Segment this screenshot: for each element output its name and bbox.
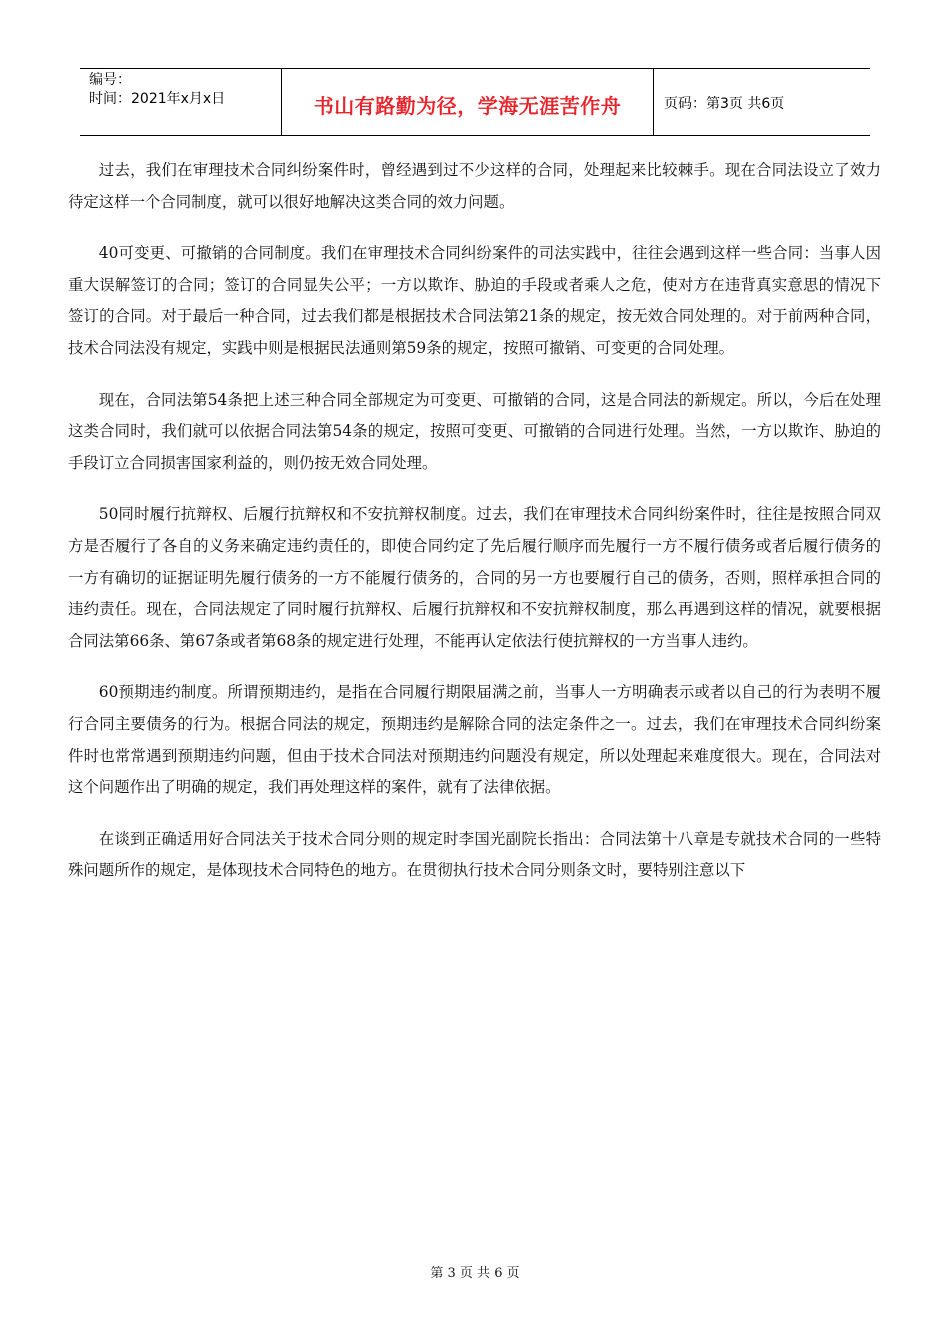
document-number-label: 编号： <box>89 72 131 88</box>
paragraph-2: 40可变更、可撤销的合同制度。我们在审理技术合同纠纷案件的司法实践中，往往会遇到这样一些合同：当事人因重大误解签订的合同；签订的合同显失公平；一方以欺诈、胁迫的手段或者乘人之危，使对方在违背真实意思的情况下签订的合同。对于最后一种合同，过去我们都是根据技术合同法第21条的规定，按无效合同处理的。对于前两种合同，技术合同法没有规定，实践中则是根据民法通则第59条的规定，按照可撤销、可变更的合同处理。 <box>68 244 881 357</box>
document-time-label: 时间：2021年x月x日 <box>89 91 226 107</box>
header-page-info: 页码：第3页 共6页 <box>664 96 785 112</box>
paragraph-1: 过去，我们在审理技术合同纠纷案件时，曾经遇到过不少这样的合同，处理起来比较棘手。现在合同法设立了效力待定这样一个合同制度，就可以很好地解决这类合同的效力问题。 <box>68 161 881 211</box>
header-meta-cell <box>80 69 282 135</box>
paragraph-3: 现在，合同法第54条把上述三种合同全部规定为可变更、可撤销的合同，这是合同法的新规定。所以，今后在处理这类合同时，我们就可以依据合同法第54条的规定，按照可变更、可撤销的合同进行处理。当然，一方以欺诈、胁迫的手段订立合同损害国家利益的，则仍按无效合同处理。 <box>68 390 881 472</box>
header-motto: 书山有路勤为径，学海无涯苦作舟 <box>282 69 654 135</box>
paragraph-6: 在谈到正确适用好合同法关于技术合同分则的规定时李国光副院长指出：合同法第十八章是专就技术合同的一些特殊问题所作的规定，是体现技术合同特色的地方。在贯彻执行技术合同分则条文时，要特别注意以下 <box>68 829 881 880</box>
paragraph-4: 50同时履行抗辩权、后履行抗辩权和不安抗辩权制度。过去，我们在审理技术合同纠纷案件时，往往是按照合同双方是否履行了各自的义务来确定违约责任的，即使合同约定了先后履行顺序而先履行一方不履行债务或者后履行债务的一方有确切的证据证明先履行债务的一方不能履行债务的，合同的另一方也要履行自己的债务，否则，照样承担合同的违约责任。现在，合同法规定了同时履行抗辩权、后履行抗辩权和不安抗辩权制度，那么再遇到这样的情况，就要根据合同法第66条、第67条或者第68条的规定进行处理，不能再认定依法行使抗辩权的一方当事人违约。 <box>68 505 881 650</box>
page-header <box>80 68 870 136</box>
page-footer: 第 3 页 共 6 页 <box>430 1266 520 1281</box>
document-body <box>68 155 881 907</box>
paragraph-5: 60预期违约制度。所谓预期违约，是指在合同履行期限届满之前，当事人一方明确表示或者以自己的行为表明不履行合同主要债务的行为。根据合同法的规定，预期违约是解除合同的法定条件之一。过去，我们在审理技术合同纠纷案件时也常常遇到预期违约问题，但由于技术合同法对预期违约问题没有规定，所以处理起来难度很大。现在，合同法对这个问题作出了明确的规定，我们再处理这样的案件，就有了法律依据。 <box>68 683 881 797</box>
